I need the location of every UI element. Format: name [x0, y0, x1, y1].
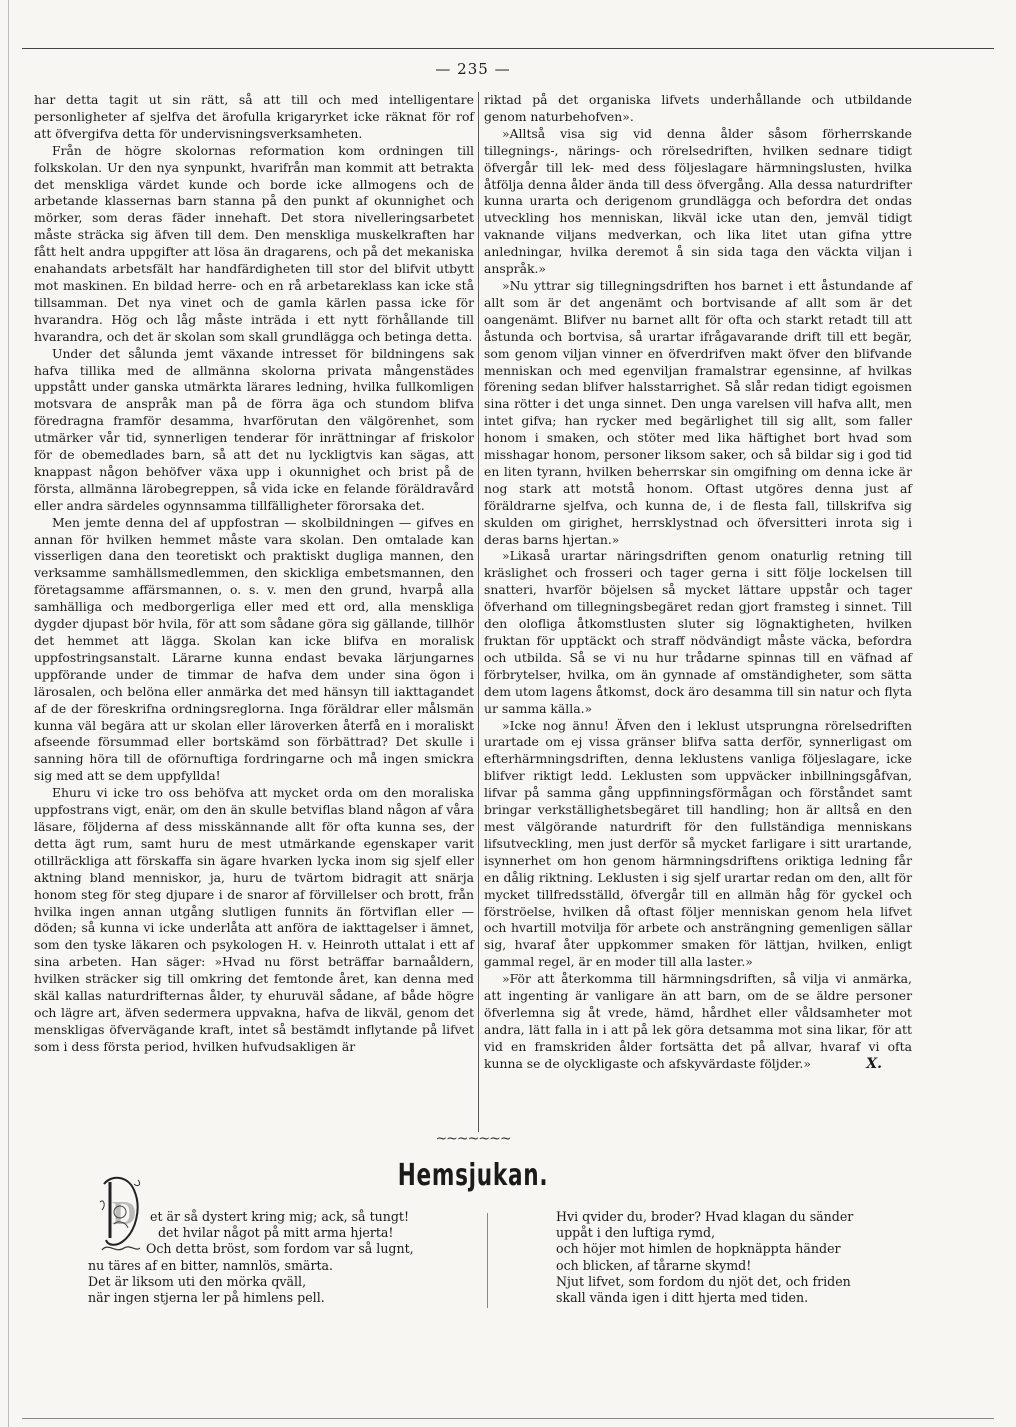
- article-column-left: [34, 92, 474, 1056]
- ornament-divider: ~~~~~~~: [435, 1131, 511, 1147]
- paragraph-last: [484, 971, 912, 1072]
- poem-line: skall vända igen i ditt hjerta med tiden.: [556, 1290, 809, 1306]
- poem-stanza-left: [88, 1209, 468, 1306]
- author-signature: X.: [866, 1055, 882, 1072]
- paragraph: Ehuru vi icke tro oss behöfva att mycket orda om den moraliska uppfostrans vigt, enär, om den än skulle betviflas bland någon af våra läsare, följderna af dess misskännande allt för ofta kunna ses, der detta ägt rum, samt huru de mest utmärkande egenskaper varit otillräckliga att förskaffa sin ägare hvarken lycka inom sig sjelf eller aktning bland menniskor, ja, huru de tvärtom bidragit att snärja honom steg för steg djupare i de snaror af förvillelser och brott, från hvilka ingen annan utgång slutligen funnits än förtviflan eller — döden; så kunna vi icke underlåta att anföra de iakttagelser i ämnet, som den tyske läkaren och psykologen H. v. Heinroth uttalat i ett af sina arbeten. Han säger: »Hvad nu först beträffar barnaåldern, hvilken sträcker sig till omkring det femtonde året, kan denna med skäl kallas naturdrifternas ålder, ty ehuruväl sådane, af både högre och lägre art, äfven sedermera uppvakna, hafva de likväl, genom det menskligas öfvervägande kraft, intet så bestämdt inflytande på lifvet som i dess första period, hvilken hufvudsakligen är: [34, 785, 474, 1054]
- poem-line: och höjer mot himlen de hopknäppta händer: [556, 1241, 841, 1257]
- article-column-right: [484, 92, 912, 1073]
- page-edge: [8, 0, 9, 1427]
- paragraph: riktad på det organiska lifvets underhållande och utbildande genom naturbehofven».: [484, 92, 912, 124]
- poem-line: Njut lifvet, som fordom du njöt det, och friden: [556, 1273, 851, 1289]
- poem-divider: [487, 1213, 488, 1308]
- poem-line: Och detta bröst, som fordom var så lugnt,: [146, 1241, 414, 1257]
- poem-stanza-right: [556, 1209, 916, 1306]
- paragraph: Under det sålunda jemt växande intresset för bildningens sak hafva tillika med de allmänna skolorna privata mångenstädes uppstått under ganska utmärkta lärares ledning, hvilka fullkomligen motsvara de anspråk man på de förra äga och stundom blifva föredragna framför desamma, hvarförutan den välgörenhet, som utmärker vår tid, synnerligen tenderar för inrättningar af friskolor för de obemedlades barn, så att det nu lyckligtvis kan sägas, att knappast någon behöfver växa upp i okunnighet och brist på de första, allmänna lärobegreppen, så vida icke en felande föräldravård eller andra särdeles ogynnsamma tillfälligheter förorsaka det.: [34, 345, 474, 513]
- poem-line: och blicken, af tårarne skymd!: [556, 1257, 752, 1273]
- footer-rule: [22, 1418, 994, 1419]
- drop-cap-letter: D: [112, 1195, 137, 1232]
- poem-line: när ingen stjerna ler på himlens pell.: [88, 1290, 325, 1306]
- paragraph: har detta tagit ut sin rätt, så att till och med intelligentare personligheter af sjelfva det ärofulla krigaryrket icke räknat för rof att öfvergifva detta för undervisningsverksamheten.: [34, 92, 474, 141]
- paragraph: »Icke nog ännu! Äfven den i leklust utsprungna rörelsedriften urartade om ej vissa gränser blifva satta derför, synnerligast om efterhärmningsdriften, denna leklustens vanliga följeslagare, icke blifver riktigt ledd. Leklusten som uppväcker inbillningsgåfvan, lifvar på samma gång uppfinningsförmågan och förståndet samt bringar verkställighetsbegäret till handling; hon är alltså en den mest välgörande naturdrift för den fullständiga menniskans lifsutveckling, men just derför så mycket farligare i sitt urartande, isynnerhet om hon genom härmningsdriftens oriktiga ledning får en dålig riktning. Leklusten i sig sjelf urartar redan om den, allt för mycket tillfredsställd, öfvergår till en allmän håg för gyckel och förströelse, hvilken då oftast följer menniskan genom hela lifvet och hvartill motvilja för arbete och ansträngning gemenligen sällar sig, hvaraf åter uppkommer smaken för lättjan, hvilken, enligt gammal regel, är en moder till alla laster.»: [484, 717, 912, 970]
- paragraph: »Nu yttrar sig tillegningsdriften hos barnet i ett åstundande af allt som är det angenämt och bortvisande af allt som är det oangenämt. Blifver nu barnet allt för ofta och starkt retadt till att åstunda och bortvisa, så urartar ifrågavarande drift till ett begär, som genom viljan vinner en öfverdrifven makt öfver den blifvande menniskan och med egenviljan framalstrar egensinne, af hvilkas förening sedan blifver halsstarrighet. Så slår redan tidigt egoismen sina rötter i det unga sinnet. Den unga varelsen vill hafva allt, men intet gifva; han rycker med begärlighet till sig allt, som faller honom i smaken, och stöter med lika häftighet bort hvad som misshagar honom, personer liksom saker, och så bildar sig i god tid en liten tyrann, hvilken beherrskar sin omgifning om denna icke är nog stark att motstå honom. Oftast utgöres denna just af föräldrarne sjelfva, och kunna de, i de flesta fall, tillskrifva sig skulden om girighet, herrsklystnad och öfversitteri inrota sig i deras barns hjertan.»: [484, 277, 912, 547]
- header-rule: [22, 48, 994, 49]
- paragraph: »Likaså urartar näringsdriften genom onaturlig retning till kräslighet och frosseri och tager gerna i sitt följe lockelsen till snatteri, hvarför böjelsen så mycket lättare uppstår och tager öfverhand om tillegningsbegäret redan gjort framsteg i sinnet. Till den olofliga åtkomstlusten sluter sig lögnaktigheten, hvilken fruktan för upptäckt och straff nödvändigt måste väcka, befordra och utbilda. Så se vi nu hur trådarne spinnas till en väfnad af förbrytelser, hvilka, om än gynnade af omständigheter, som sätta dem utom lagens åtkomst, dock äro desamma till sin natur och flyta ur samma källa.»: [484, 548, 912, 716]
- poem-line: Hvi qvider du, broder? Hvad klagan du sänder: [556, 1209, 854, 1224]
- column-divider: [478, 92, 479, 1132]
- page-number: — 235 —: [435, 60, 511, 78]
- poem-line: det hvilar något på mitt arma hjerta!: [158, 1225, 394, 1241]
- poem-line: Det är liksom uti den mörka qväll,: [88, 1273, 307, 1289]
- paragraph: »Alltså visa sig vid denna ålder såsom förherrskande tillegnings-, närings- och rörelsedriften, hvilken sednare tidigt öfvergår till lek- med dess följeslagare härmningslusten, hvilka åtfölja denna ålder ända till dess öfvergång. Alla dessa naturdrifter kunna urarta och derigenom grundlägga och befordra det ondas utveckling hos menniskan, likväl icke utan den, jemväl tidigt vaknande viljans medverkan, och lika litet utan gifna yttre anledningar, hvilka deremot å sin sida taga den väckta viljan i anspråk.»: [484, 125, 912, 277]
- paragraph: Men jemte denna del af uppfostran — skolbildningen — gifves en annan för hvilken hemmet måste vara skolan. Den omtalade kan visserligen dana den teoretiskt och praktiskt dugliga mannen, den verksamme samhällsmedlemmen, den skickliga embetsmannen, den företagsamme affärsmannen, o. s. v. men den grund, hvarpå alla samhälliga och medborgerliga eller med ett ord, alla menskliga dygder djupast bör hvila, för att som sådane göra sig gällande, tillhör det hemmet att lägga. Skolan kan icke blifva en moralisk uppfostringsanstalt. Lärarne kunna endast bevaka lärjungarnes uppförande under de timmar de hafva dem under sina ögon i lärosalen, och belöna eller anmärka det med hänsyn till iakttagandet af de der föreskrifna ordningsreglorna. Inga föräldrar eller målsmän kunna väl begära att ur skolan eller läroverken återfå en i moraliskt afseende försummad eller bortskämd son förbättrad? Det skulle i sanning höra till de oförnuftiga fordringarne och må ingen smickra sig med att se dem uppfyllda!: [34, 514, 474, 784]
- paragraph-text: »För att återkomma till härmningsdriften, så vilja vi anmärka, att ingenting är vanligare än att barn, om de se äldre personer öfverlemna sig åt vrede, hämd, hårdhet eller våldsamheter mot andra, lätt falla in i att på lek göra detsamma mot sina likar, för att vid en framskriden ålder fortsätta det på allvar, hvaraf vi ofta kunna se de olyckligaste och afskyvärdaste följder.»: [484, 971, 912, 1071]
- poem-title: Hemsjukan.: [397, 1158, 549, 1193]
- paragraph: Från de högre skolornas reformation kom ordningen till folkskolan. Ur den nya synpunkt, hvarifrån man kommit att betrakta det menskliga värdet kunde och borde icke allmogens och de arbetande klassernas barn stanna på den punkt af okunnighet och mörker, som deras fäder innehaft. Det stora nivelleringsarbetet måste sträcka sig äfven till dem. Den menskliga muskelkraften har fått helt andra uppgifter att lösa än dragarens, och på det mekaniska enahandats arbetsfält har handfärdigheten till stor del blifvit utbytt mot maskinen. En bildad herre- och en rå arbetareklass kan icke stå tillsamman. Det nya vinet och de gamla kärlen passa icke för hvarandra. Hög och låg måste inträda i ett nytt förhållande till hvarandra, och det är skolan som skall grundlägga och betinga detta.: [34, 142, 474, 344]
- poem-line: uppåt i den luftiga rymd,: [556, 1225, 716, 1241]
- poem-line: nu täres af en bitter, namnlös, smärta.: [88, 1257, 334, 1273]
- poem-line: et är så dystert kring mig; ack, så tungt!: [150, 1209, 410, 1224]
